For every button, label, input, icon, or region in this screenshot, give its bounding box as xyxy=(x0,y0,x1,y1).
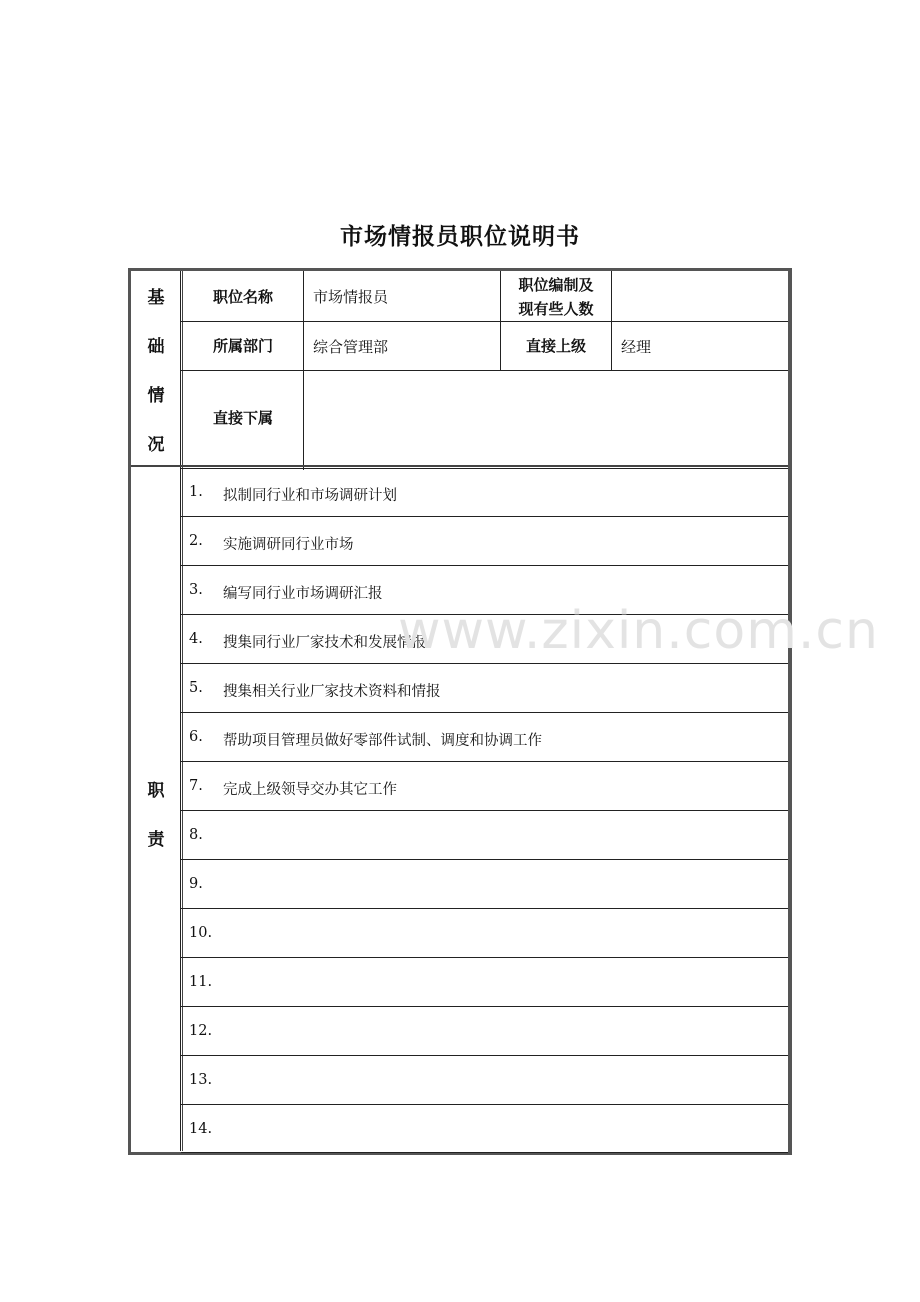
subordinate-label: 直接下属 xyxy=(212,409,273,427)
duty-number: 12. xyxy=(189,1023,213,1039)
duty-item xyxy=(189,974,223,990)
duty-number: 3. xyxy=(189,582,203,598)
divider xyxy=(181,908,788,909)
divider xyxy=(181,1104,788,1105)
divider xyxy=(181,712,788,713)
duty-number: 14. xyxy=(189,1121,213,1137)
duty-text: 完成上级领导交办其它工作 xyxy=(223,782,397,798)
duty-number: 9. xyxy=(189,876,203,892)
job-title-value: 市场情报员 xyxy=(313,288,389,306)
duty-text: 实施调研同行业市场 xyxy=(223,537,354,553)
duty-text: 搜集同行业厂家技术和发展情报 xyxy=(223,635,426,651)
divider xyxy=(181,663,788,664)
duty-number: 11. xyxy=(189,974,213,990)
section-char: 况 xyxy=(147,435,165,455)
duty-item xyxy=(189,827,223,843)
duty-item xyxy=(189,1072,223,1088)
divider xyxy=(181,957,788,958)
duty-number: 7. xyxy=(189,778,203,794)
duty-text: 帮助项目管理员做好零部件试制、调度和协调工作 xyxy=(223,733,542,749)
divider xyxy=(180,271,181,1151)
duty-text: 拟制同行业和市场调研计划 xyxy=(223,488,397,504)
headcount-value xyxy=(612,272,788,321)
watermark: www.zixin.com.cn xyxy=(398,601,879,661)
document-title: 市场情报员职位说明书 xyxy=(340,224,580,250)
department-label: 所属部门 xyxy=(212,337,273,355)
duty-text: 搜集相关行业厂家技术资料和情报 xyxy=(223,684,441,700)
headcount-label-line2: 现有些人数 xyxy=(518,299,594,318)
supervisor-label: 直接上级 xyxy=(525,337,586,355)
job-title-label: 职位名称 xyxy=(212,287,273,306)
duty-item xyxy=(189,680,441,701)
section-char: 基 xyxy=(147,288,165,308)
section-char: 职 xyxy=(147,781,165,801)
divider xyxy=(181,468,788,469)
section-char: 础 xyxy=(147,337,165,357)
duty-number: 10. xyxy=(189,925,213,941)
duty-item xyxy=(189,484,397,505)
basic-info-section-label xyxy=(132,283,180,470)
duty-item xyxy=(189,582,383,603)
duty-item xyxy=(189,876,223,892)
divider xyxy=(131,465,788,467)
divider xyxy=(181,1055,788,1056)
duty-number: 2. xyxy=(189,533,203,549)
duty-item xyxy=(189,1023,223,1039)
subordinate-value xyxy=(304,371,788,465)
duty-item xyxy=(189,778,397,799)
divider xyxy=(181,516,788,517)
duty-number: 6. xyxy=(189,729,203,745)
headcount-label-line1: 职位编制及 xyxy=(518,275,594,294)
duty-item xyxy=(189,1121,223,1137)
divider xyxy=(181,761,788,762)
divider xyxy=(181,1152,788,1153)
duty-number: 4. xyxy=(189,631,203,647)
duty-item xyxy=(189,729,542,750)
duty-number: 1. xyxy=(189,484,203,500)
supervisor-value: 经理 xyxy=(621,337,652,356)
duty-number: 5. xyxy=(189,680,203,696)
divider xyxy=(181,1006,788,1007)
divider xyxy=(181,565,788,566)
duty-number: 13. xyxy=(189,1072,213,1088)
duty-item xyxy=(189,533,354,554)
headcount-label xyxy=(501,272,611,321)
section-char: 情 xyxy=(147,386,165,406)
duty-item xyxy=(189,631,426,652)
divider xyxy=(181,859,788,860)
divider xyxy=(181,810,788,811)
duty-text: 编写同行业市场调研汇报 xyxy=(223,586,383,602)
department-value: 综合管理部 xyxy=(313,337,389,356)
duty-number: 8. xyxy=(189,827,203,843)
section-char: 责 xyxy=(147,830,165,850)
duties-section-label xyxy=(132,776,180,855)
duty-item xyxy=(189,925,223,941)
